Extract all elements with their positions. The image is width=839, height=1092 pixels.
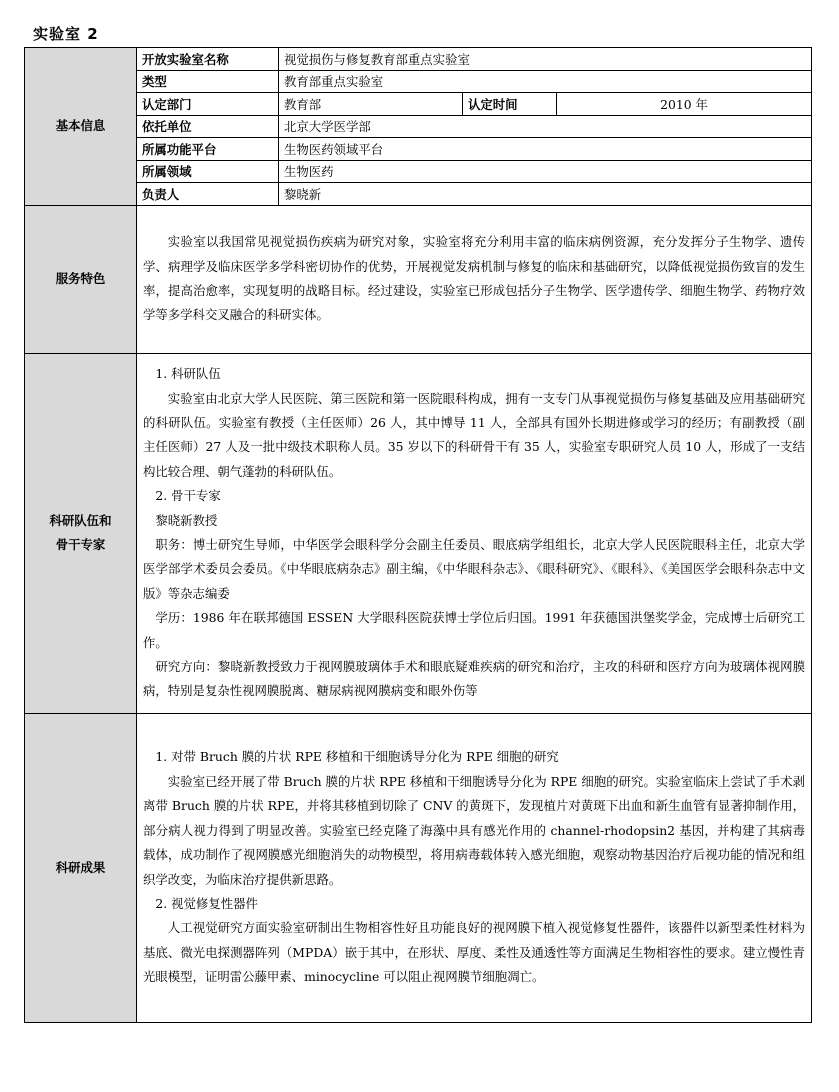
achievement-text (137, 713, 812, 1022)
value-head: 黎晓新 (279, 183, 812, 206)
lab-info-table (24, 47, 812, 1023)
label-platform: 所属功能平台 (137, 138, 279, 161)
page-title: 实验室 2 (33, 25, 99, 43)
team-expert-name: 黎晓新教授 (155, 512, 218, 528)
table-row (25, 713, 812, 1022)
value-field: 生物医药 (279, 160, 812, 183)
label-time: 认定时间 (463, 93, 557, 116)
label-head: 负责人 (137, 183, 279, 206)
table-row (25, 205, 812, 353)
value-type: 教育部重点实验室 (279, 70, 812, 93)
category-basic: 基本信息 (25, 48, 137, 206)
team-expert-duty: 职务：博士研究生导师，中华医学会眼科学分会副主任委员、眼底病学组组长，北京大学人民医院眼科主任，北京大学医学部学术委员会委员。《中华眼底病杂志》副主编，《中华眼科杂志》、《眼科研究》、《眼科》、《美国医学会眼科杂志中文版》等杂志编委 (143, 537, 806, 601)
team-paragraph-1: 实验室由北京大学人民医院、第三医院和第一医院眼科构成，拥有一支专门从事视觉损伤与修复基础及应用基础研究的科研队伍。实验室有教授（主任医师）26 人，其中博导 11 人，全部具有国外长期进修或学习的经历；有副教授（副主任医师）27 人及一批中级技术职称人员。35 岁以下的科研骨干有 35 人，实验室专职研究人员 10 人，形成了一支结构比较合理、朝气蓬勃的科研队伍。 (143, 390, 806, 479)
achievement-paragraph-1: 实验室已经开展了带 Bruch 膜的片状 RPE 移植和干细胞诱导分化为 RPE 细胞的研究。实验室临床上尝试了手术剥离带 Bruch 膜的片状 RPE，并将其移植到切除了 CNV 的黄斑下，发现植片对黄斑下出血和新生血管有显著抑制作用，部分病人视力得到了明显改善。实验室已经克隆了海藻中具有感光作用的 channel-rhodopsin2 基因，并构建了其病毒载体，成功制作了视网膜感光细胞消失的动物模型，将用病毒载体转入感光细胞，观察动物基因治疗后视功能的情况和组织学改变，为临床治疗提供新思路。 (143, 773, 806, 887)
service-text (137, 205, 812, 353)
table-row (25, 48, 812, 71)
team-text (137, 353, 812, 713)
value-lab-name: 视觉损伤与修复教育部重点实验室 (279, 48, 812, 71)
team-heading-2: 2. 骨干专家 (155, 488, 221, 504)
value-dept: 教育部 (279, 93, 463, 116)
value-platform: 生物医药领域平台 (279, 138, 812, 161)
table-row (25, 353, 812, 713)
achievement-heading-2: 2. 视觉修复性器件 (155, 895, 258, 911)
service-paragraph: 实验室以我国常见视觉损伤疾病为研究对象，实验室将充分利用丰富的临床病例资源，充分发挥分子生物学、遗传学、病理学及临床医学多学科密切协作的优势，开展视觉发病机制与修复的临床和基础研究，以降低视觉损伤致盲的发生率，提高治愈率，实现复明的战略目标。经过建设，实验室已形成包括分子生物学、医学遗传学、细胞生物学、药物疗效学等多学科交叉融合的科研实体。 (143, 234, 806, 323)
value-support: 北京大学医学部 (279, 115, 812, 138)
team-expert-research: 研究方向：黎晓新教授致力于视网膜玻璃体手术和眼底疑难疾病的研究和治疗，主攻的科研和医疗方向为玻璃体视网膜病，特别是复杂性视网膜脱离、糖尿病视网膜病变和眼外伤等 (143, 659, 806, 699)
label-lab-name: 开放实验室名称 (137, 48, 279, 71)
table-row (25, 138, 812, 161)
category-team (25, 353, 137, 713)
label-field: 所属领域 (137, 160, 279, 183)
table-row (25, 183, 812, 206)
value-time: 2010 年 (557, 93, 812, 116)
category-service: 服务特色 (25, 205, 137, 353)
label-dept: 认定部门 (137, 93, 279, 116)
table-row (25, 115, 812, 138)
table-row (25, 70, 812, 93)
category-team-line2: 骨干专家 (55, 537, 106, 552)
team-expert-education: 学历：1986 年在联邦德国 ESSEN 大学眼科医院获博士学位后归国。1991 年获德国洪堡奖学金，完成博士后研究工作。 (143, 610, 806, 650)
achievement-paragraph-2: 人工视觉研究方面实验室研制出生物相容性好且功能良好的视网膜下植入视觉修复性器件，该器件以新型柔性材料为基底、微光电探测器阵列（MPDA）嵌于其中，在形状、厚度、柔性及通透性等方面满足生物相容性的要求。建立慢性青光眼模型，证明雷公藤甲素、minocycline 可以阻止视网膜节细胞凋亡。 (143, 920, 806, 985)
label-support: 依托单位 (137, 115, 279, 138)
team-heading-1: 1. 科研队伍 (155, 366, 221, 382)
achievement-heading-1: 1. 对带 Bruch 膜的片状 RPE 移植和干细胞诱导分化为 RPE 细胞的研究 (155, 749, 559, 765)
category-achievement: 科研成果 (25, 713, 137, 1022)
table-row (25, 93, 812, 116)
label-type: 类型 (137, 70, 279, 93)
category-team-line1: 科研队伍和 (49, 513, 112, 528)
table-row (25, 160, 812, 183)
